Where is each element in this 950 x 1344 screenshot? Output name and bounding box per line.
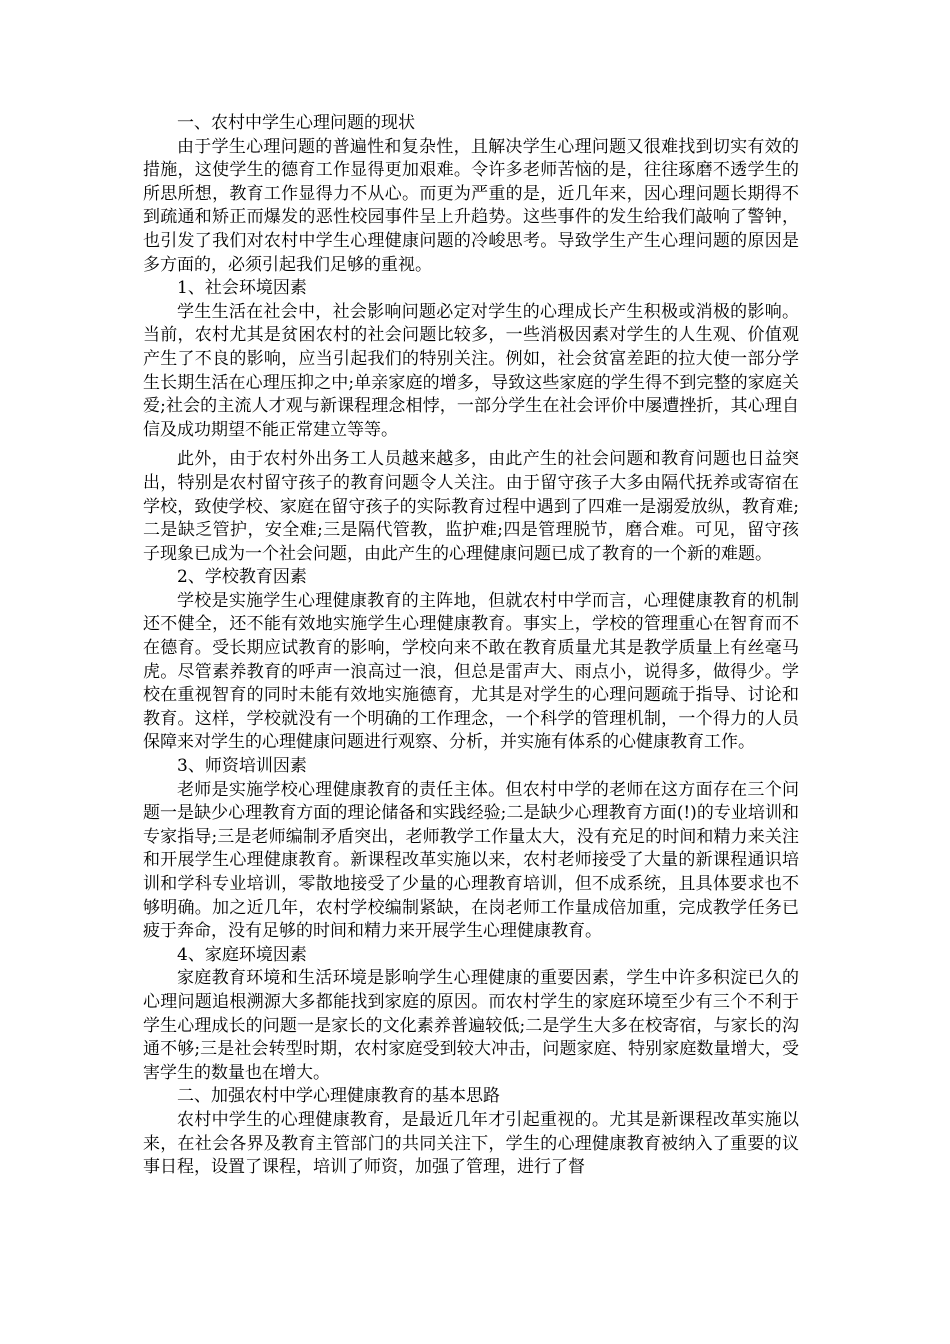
subsection-heading: 4、家庭环境因素 — [177, 944, 307, 965]
section-heading: 二、加强农村中学心理健康教育的基本思路 — [177, 1086, 500, 1107]
body-paragraph: 老师是实施学校心理健康教育的责任主体。但农村中学的老师在这方面存在三个问题一是缺少心理教育方面的理论储备和实践经验;二是缺少心理教育方面(!)的专业培训和专家指导;三是老师编制矛盾突出，老师教学工作量太大，没有充足的时间和精力来关注和开展学生心理健康教育。新课程改革实施以来，农村老师接受了大量的新课程通识培训和学科专业培训，零散地接受了少量的心理教育培训，但不成系统，且具体要求也不够明确。加之近几年，农村学校编制紧缺，在岗老师工作量成倍加重，完成教学任务已疲于奔命，没有足够的时间和精力来开展学生心理健康教育。 — [143, 779, 799, 942]
body-paragraph: 家庭教育环境和生活环境是影响学生心理健康的重要因素，学生中许多积淀已久的心理问题追根溯源大多都能找到家庭的原因。而农村学生的家庭环境至少有三个不利于学生心理成长的问题一是家长的文化素养普遍较低;二是学生大多在校寄宿，与家长的沟通不够;三是社会转型时期，农村家庭受到较大冲击，问题家庭、特别家庭数量增大，受害学生的数量也在增大。 — [143, 968, 799, 1083]
body-paragraph: 学校是实施学生心理健康教育的主阵地，但就农村中学而言，心理健康教育的机制还不健全，还不能有效地实施学生心理健康教育。事实上，学校的管理重心在智育而不在德育。受长期应试教育的影响，学校向来不敢在教育质量尤其是教学质量上有丝毫马虎。尽管素养教育的呼声一浪高过一浪，但总是雷声大、雨点小，说得多，做得少。学校在重视智育的同时未能有效地实施德育，尤其是对学生的心理问题疏于指导、讨论和教育。这样，学校就没有一个明确的工作理念，一个科学的管理机制，一个得力的人员保障来对学生的心理健康问题进行观察、分析，并实施有体系的心健康教育工作。 — [143, 590, 799, 753]
subsection-heading: 3、师资培训因素 — [177, 756, 307, 777]
body-paragraph: 农村中学生的心理健康教育，是最近几年才引起重视的。尤其是新课程改革实施以来，在社会各界及教育主管部门的共同关注下，学生的心理健康教育被纳入了重要的议事日程，设置了课程，培训了师资，加强了管理，进行了督 — [143, 1109, 799, 1178]
body-paragraph: 由于学生心理问题的普遍性和复杂性，且解决学生心理问题又很难找到切实有效的措施，这使学生的德育工作显得更加艰难。令许多老师苦恼的是，往往琢磨不透学生的所思所想，教育工作显得力不从心。而更为严重的是，近几年来，因心理问题长期得不到疏通和矫正而爆发的恶性校园事件呈上升趋势。这些事件的发生给我们敲响了警钟，也引发了我们对农村中学生心理健康问题的冷峻思考。导致学生产生心理问题的原因是多方面的，必须引起我们足够的重视。 — [143, 136, 799, 275]
section-heading: 一、农村中学生心理问题的现状 — [177, 113, 415, 133]
subsection-heading: 1、社会环境因素 — [177, 278, 307, 299]
subsection-heading: 2、学校教育因素 — [177, 567, 307, 588]
document-page — [143, 112, 799, 1180]
body-paragraph: 学生生活在社会中，社会影响问题必定对学生的心理成长产生积极或消极的影响。当前，农村尤其是贫困农村的社会问题比较多，一些消极因素对学生的人生观、价值观产生了不良的影响，应当引起我们的特别关注。例如，社会贫富差距的拉大使一部分学生长期生活在心理压抑之中;单亲家庭的增多，导致这些家庭的学生得不到完整的家庭关爱;社会的主流人才观与新课程理念相悖，一部分学生在社会评价中屡遭挫折，其心理自信及成功期望不能正常建立等等。 — [143, 301, 799, 440]
body-paragraph: 此外，由于农村外出务工人员越来越多，由此产生的社会问题和教育问题也日益突出，特别是农村留守孩子的教育问题令人关注。由于留守孩子大多由隔代抚养或寄宿在学校，致使学校、家庭在留守孩子的实际教育过程中遇到了四难一是溺爱放纵，教育难;二是缺乏管护，安全难;三是隔代管教，监护难;四是管理脱节，磨合难。可见，留守孩子现象已成为一个社会问题，由此产生的心理健康问题已成了教育的一个新的难题。 — [143, 449, 799, 564]
